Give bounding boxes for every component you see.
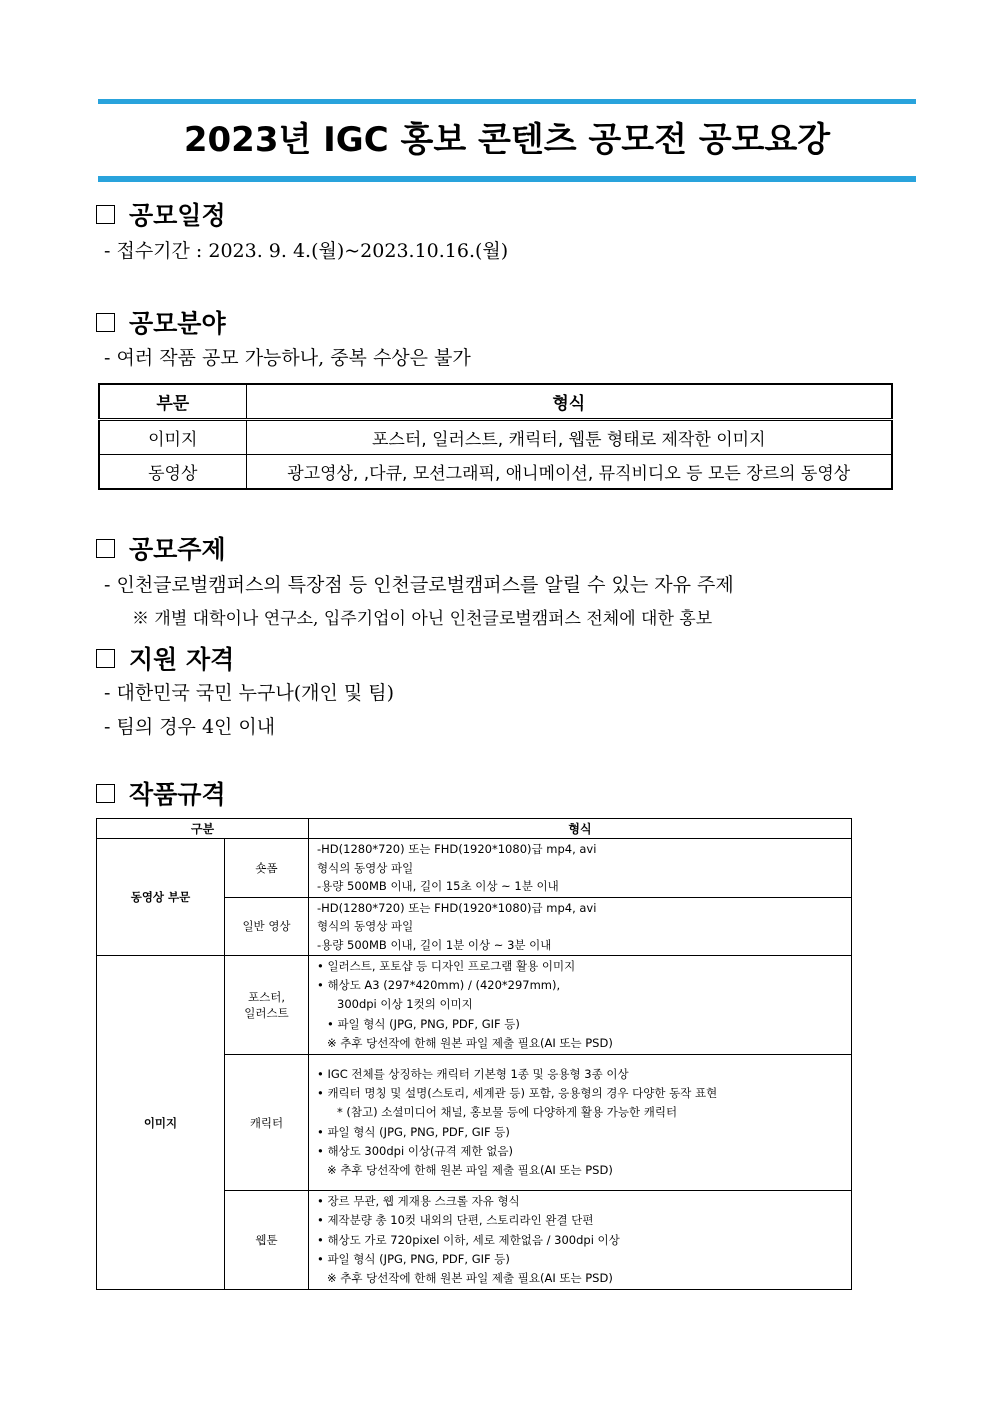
- document-title: 2023년 IGC 홍보 콘텐츠 공모전 공모요강: [183, 120, 831, 160]
- format-line: • 해상도 300dpi 이상(규격 제한 없음): [317, 1143, 513, 1158]
- table-header-cell: 형식: [309, 819, 852, 839]
- table-row: [97, 956, 852, 1055]
- table-cell: 동영상: [99, 455, 246, 490]
- table-row: [99, 455, 892, 490]
- format-line: • 캐릭터 명칭 및 설명(스토리, 세계관 등) 포함, 응용형의 경우 다양한 동작 표현: [317, 1086, 718, 1101]
- eligibility-line: - 팀의 경우 4인 이내: [104, 716, 276, 738]
- subcategory-label: 포스터,: [248, 990, 285, 1004]
- subcategory-cell: 캐릭터: [225, 1055, 309, 1191]
- format-cell: [309, 956, 852, 1055]
- table-cell: 광고영상, ,다큐, 모션그래픽, 애니메이션, 뮤직비디오 등 모든 장르의 동영상: [246, 455, 892, 490]
- format-line: • 파일 형식 (JPG, PNG, PDF, GIF 등): [327, 1016, 520, 1031]
- section-title: 공모분야: [129, 309, 226, 338]
- section-spec-heading: [96, 775, 226, 811]
- field-table: [98, 383, 893, 490]
- format-line: • 제작분량 총 10컷 내외의 단편, 스토리라인 완결 단편: [317, 1213, 594, 1228]
- schedule-line: - 접수기간 : 2023. 9. 4.(월)~2023.10.16.(월): [104, 240, 509, 262]
- section-theme-heading: [96, 530, 226, 566]
- format-cell: [309, 897, 852, 956]
- checkbox-icon: [96, 539, 115, 558]
- format-line: ※ 추후 당선작에 한해 원본 파일 제출 필요(AI 또는 PSD): [327, 1271, 613, 1286]
- subcategory-cell: 웹툰: [225, 1191, 309, 1290]
- table-header-row: [99, 384, 892, 420]
- format-line: 형식의 동영상 파일: [317, 919, 414, 933]
- category-cell: 동영상 부문: [97, 839, 225, 956]
- format-line: • 파일 형식 (JPG, PNG, PDF, GIF 등): [317, 1251, 510, 1266]
- checkbox-icon: [96, 205, 115, 224]
- format-line: • IGC 전체를 상징하는 캐릭터 기본형 1종 및 응용형 3종 이상: [317, 1067, 629, 1082]
- format-line: -용량 500MB 이내, 길이 15초 이상 ~ 1분 이내: [317, 879, 559, 893]
- format-line: • 일러스트, 포토샵 등 디자인 프로그램 활용 이미지: [317, 959, 576, 973]
- subcategory-cell: [225, 956, 309, 1055]
- title-top-rule: [98, 99, 916, 104]
- format-cell: [309, 1191, 852, 1290]
- section-title: 지원 자격: [129, 645, 235, 674]
- field-line: - 여러 작품 공모 가능하나, 중복 수상은 불가: [104, 347, 471, 369]
- table-row: [97, 839, 852, 898]
- subcategory-cell: 일반 영상: [225, 897, 309, 956]
- section-schedule-heading: [96, 196, 226, 232]
- section-title: 작품규격: [129, 780, 226, 809]
- format-line: ※ 추후 당선작에 한해 원본 파일 제출 필요(AI 또는 PSD): [327, 1163, 613, 1178]
- table-header-cell: 구분: [97, 819, 309, 839]
- section-field-heading: [96, 304, 226, 340]
- table-cell: 포스터, 일러스트, 캐릭터, 웹툰 형태로 제작한 이미지: [246, 420, 892, 455]
- checkbox-icon: [96, 313, 115, 332]
- table-row: [99, 420, 892, 455]
- table-cell: 이미지: [99, 420, 246, 455]
- format-line: ※ 추후 당선작에 한해 원본 파일 제출 필요(AI 또는 PSD): [327, 1035, 613, 1050]
- table-header-row: [97, 819, 852, 839]
- format-line: -HD(1280*720) 또는 FHD(1920*1080)급 mp4, avi: [317, 900, 597, 915]
- format-line: -용량 500MB 이내, 길이 1분 이상 ~ 3분 이내: [317, 937, 552, 952]
- table-header-cell: 부문: [99, 384, 246, 420]
- section-title: 공모주제: [129, 535, 226, 564]
- theme-line: - 인천글로벌캠퍼스의 특장점 등 인천글로벌캠퍼스를 알릴 수 있는 자유 주제: [104, 574, 734, 596]
- checkbox-icon: [96, 784, 115, 803]
- format-line: * (참고) 소셜미디어 채널, 홍보물 등에 다양하게 활용 가능한 캐릭터: [337, 1105, 678, 1120]
- format-line: • 장르 무관, 웹 게재용 스크롤 자유 형식: [317, 1194, 520, 1209]
- spec-table: [96, 818, 852, 1290]
- theme-note: ※ 개별 대학이나 연구소, 입주기업이 아닌 인천글로벌캠퍼스 전체에 대한 홍보: [132, 609, 713, 629]
- format-cell: [309, 839, 852, 898]
- section-eligibility-heading: [96, 640, 234, 676]
- table-header-cell: 형식: [246, 384, 892, 420]
- format-line: • 해상도 A3 (297*420mm) / (420*297mm),: [317, 978, 561, 993]
- format-line: -HD(1280*720) 또는 FHD(1920*1080)급 mp4, avi: [317, 842, 597, 856]
- format-line: • 해상도 가로 720pixel 이하, 세로 제한없음 / 300dpi 이상: [317, 1232, 620, 1247]
- title-bottom-rule: [98, 176, 916, 182]
- section-title: 공모일정: [129, 201, 226, 230]
- eligibility-line: - 대한민국 국민 누구나(개인 및 팀): [104, 682, 395, 704]
- checkbox-icon: [96, 649, 115, 668]
- subcategory-label: 일러스트: [244, 1006, 289, 1020]
- format-line: • 파일 형식 (JPG, PNG, PDF, GIF 등): [317, 1124, 510, 1139]
- format-cell: [309, 1055, 852, 1191]
- subcategory-cell: 숏폼: [225, 839, 309, 898]
- format-line: 형식의 동영상 파일: [317, 860, 414, 875]
- format-line: 300dpi 이상 1컷의 이미지: [337, 997, 473, 1012]
- category-cell: 이미지: [97, 956, 225, 1290]
